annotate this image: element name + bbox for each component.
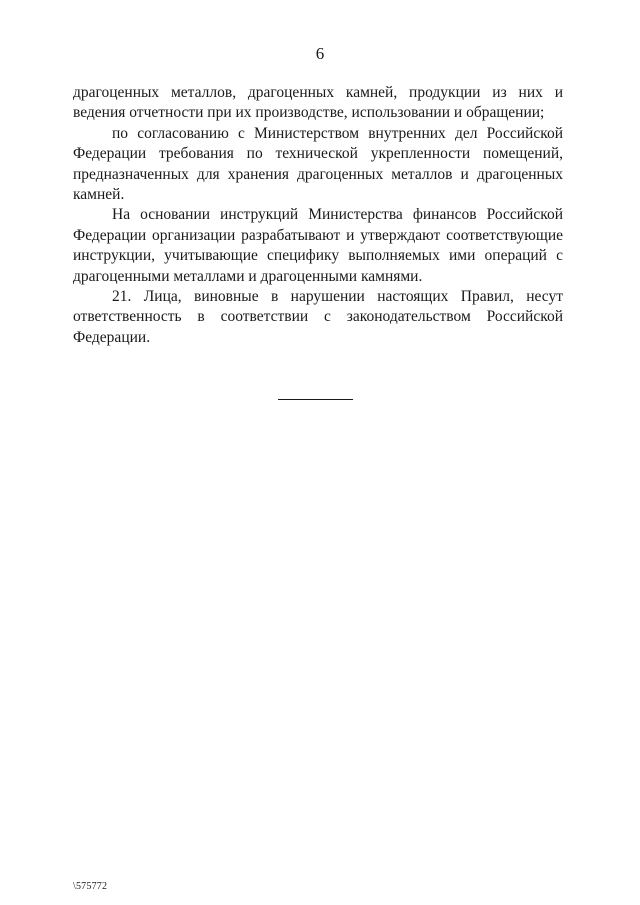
paragraph-item-21: 21. Лица, виновные в нарушении настоящих Правил, несут ответственность в соответствии с законодательством Российской Федерации. (73, 288, 563, 346)
paragraph-continuation: драгоценных металлов, драгоценных камней, продукции из них и ведения отчетности при их производстве, использовании и обращении; (73, 84, 563, 122)
paragraph-mvd-requirements: по согласованию с Министерством внутренних дел Российской Федерации требования по технической укрепленности помещений, предназначенных для хранения драгоценных металлов и драгоценных камней. (73, 124, 563, 204)
document-body (73, 83, 563, 348)
paragraph-minfin-instructions: На основании инструкций Министерства финансов Российской Федерации организации разрабатывают и утверждают соответствующие инструкции, учитывающие специфику выполняемых ими операций с драгоценными металлами и драгоценными камнями. (73, 206, 563, 285)
document-id: \575772 (73, 881, 108, 892)
page-number: 6 (315, 44, 325, 63)
end-of-text-rule (278, 399, 353, 400)
